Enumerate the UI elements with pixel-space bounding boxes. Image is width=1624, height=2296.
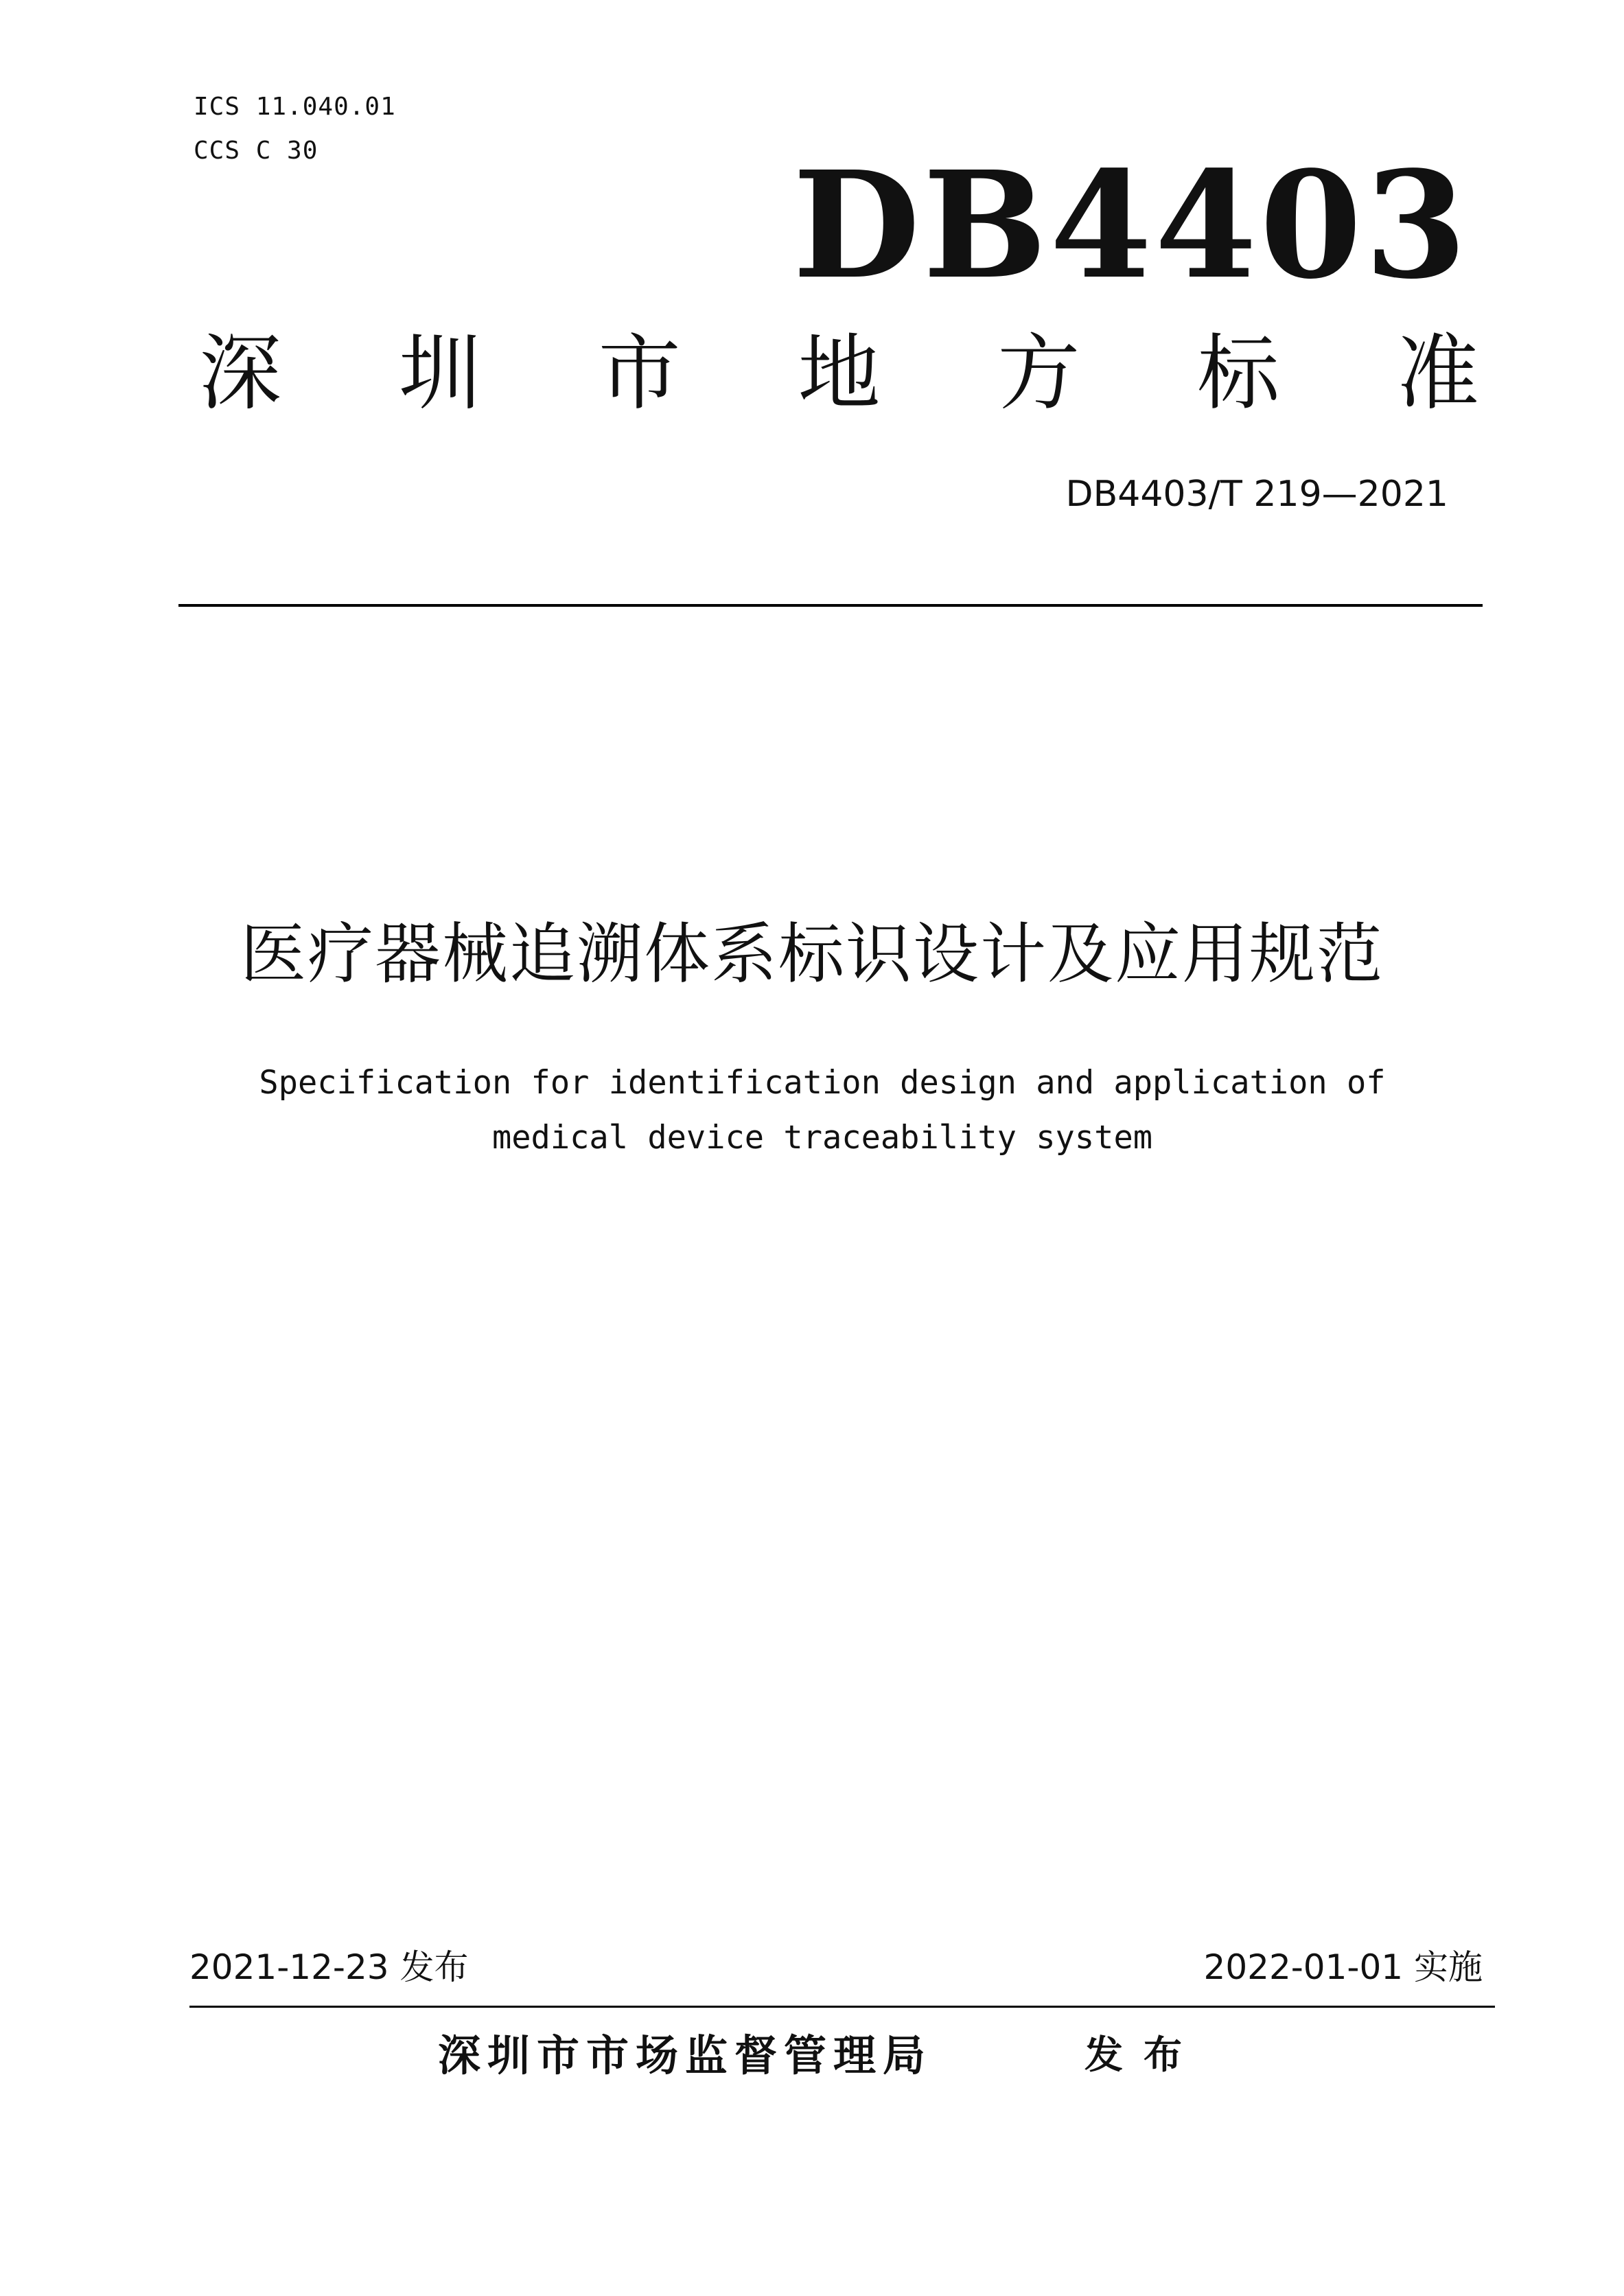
standard-type-char: 圳 xyxy=(398,326,481,421)
document-title-chinese: 医疗器械追溯体系标识设计及应用规范 xyxy=(240,916,1384,993)
ccs-code: CCS C 30 xyxy=(194,137,318,165)
issue-date: 2021-12-23 发布 xyxy=(189,1947,469,1987)
footer-divider xyxy=(189,2006,1495,2008)
standard-type-char: 方 xyxy=(997,326,1080,421)
standard-type-char: 标 xyxy=(1197,326,1280,421)
standard-code-logo: DB4403 xyxy=(792,139,1470,312)
standard-type-char: 准 xyxy=(1396,326,1479,421)
issue-label: 发布 xyxy=(1084,2033,1203,2078)
implementation-date: 2022-01-01 实施 xyxy=(1203,1947,1483,1987)
standard-type-char: 市 xyxy=(598,326,681,421)
ics-code: ICS 11.040.01 xyxy=(194,93,396,121)
issuing-authority: 深圳市市场监督管理局 xyxy=(438,2030,933,2080)
standard-number: DB4403/T 219—2021 xyxy=(1065,474,1448,515)
standard-type-char: 深 xyxy=(199,326,281,421)
document-title-english: Specification for identification design and application of medical device traceability system xyxy=(259,1064,1386,1157)
header-divider xyxy=(178,604,1483,607)
standard-type-char: 地 xyxy=(798,326,881,421)
standard-type-heading xyxy=(199,326,1479,421)
